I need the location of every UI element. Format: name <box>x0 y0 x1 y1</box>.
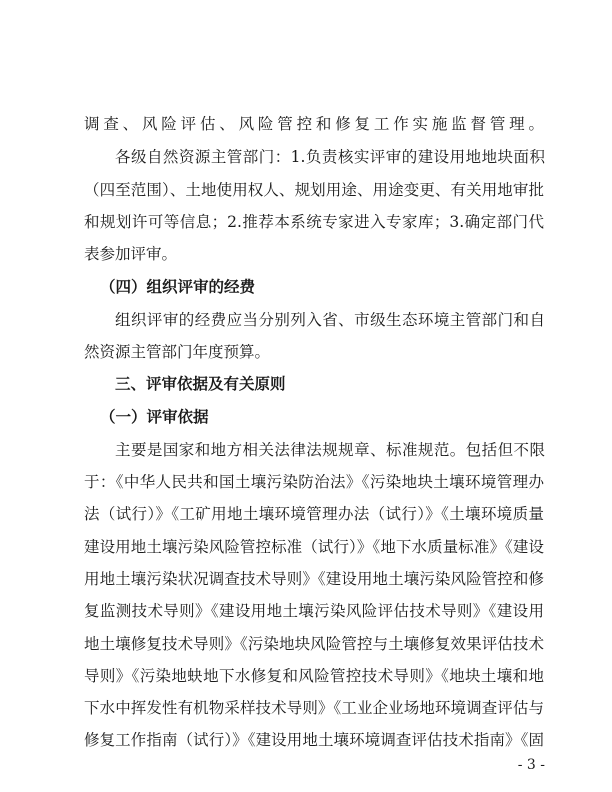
paragraph-line: 各级自然资源主管部门：1.负责核实评审的建设用地地块面积 <box>115 148 545 166</box>
paragraph-line: 主要是国家和地方相关法律法规规章、标准规范。包括但不限 <box>115 441 545 459</box>
section-heading: （一）评审依据 <box>100 408 209 426</box>
paragraph-line: 组织评审的经费应当分别列入省、市级生态环境主管部门和自 <box>115 311 545 329</box>
paragraph-line: 修复工作指南（试行）》《建设用地土壤环境调查评估技术指南》《固 <box>84 731 544 749</box>
paragraph-line: 调查、风险评估、风险管控和修复工作实施监督管理。 <box>84 115 544 133</box>
paragraph-line: 和规划许可等信息；2.推荐本系统专家进入专家库；3.确定部门代 <box>84 213 544 231</box>
paragraph-line: 法（试行）》《工矿用地土壤环境管理办法（试行）》《土壤环境质量 <box>84 505 544 523</box>
paragraph-line: 于：《中华人民共和国土壤污染防治法》《污染地块土壤环境管理办 <box>84 473 544 491</box>
paragraph-line: 复监测技术导则》《建设用地土壤污染风险评估技术导则》《建设用 <box>84 602 544 620</box>
paragraph-line: 表参加评审。 <box>84 245 178 263</box>
chapter-heading: 三、评审依据及有关原则 <box>115 375 286 393</box>
paragraph-line: 导则》《污染地蚗地下水修复和风险管控技术导则》《地块土壤和地 <box>84 667 544 685</box>
paragraph-line: 下水中挥发性有机物采样技术导则》《工业企业场地环境调查评估与 <box>84 699 544 717</box>
paragraph-line: 然资源主管部门年度预算。 <box>84 343 271 361</box>
paragraph-line: 地土壤修复技术导则》《污染地块风险管控与土壤修复效果评估技术 <box>84 635 544 653</box>
paragraph-line: （四至范围）、土地使用权人、规划用途、用途变更、有关用地审批 <box>84 181 544 199</box>
paragraph-line: 用地土壤污染状况调查技术导则》《建设用地土壤污染风险管控和修 <box>84 570 544 588</box>
page-number: - 3 - <box>517 757 545 773</box>
paragraph-line: 建设用地土壤污染风险管控标准（试行）》《地下水质量标准》《建设 <box>84 538 544 556</box>
section-heading: （四）组织评审的经费 <box>100 278 256 296</box>
